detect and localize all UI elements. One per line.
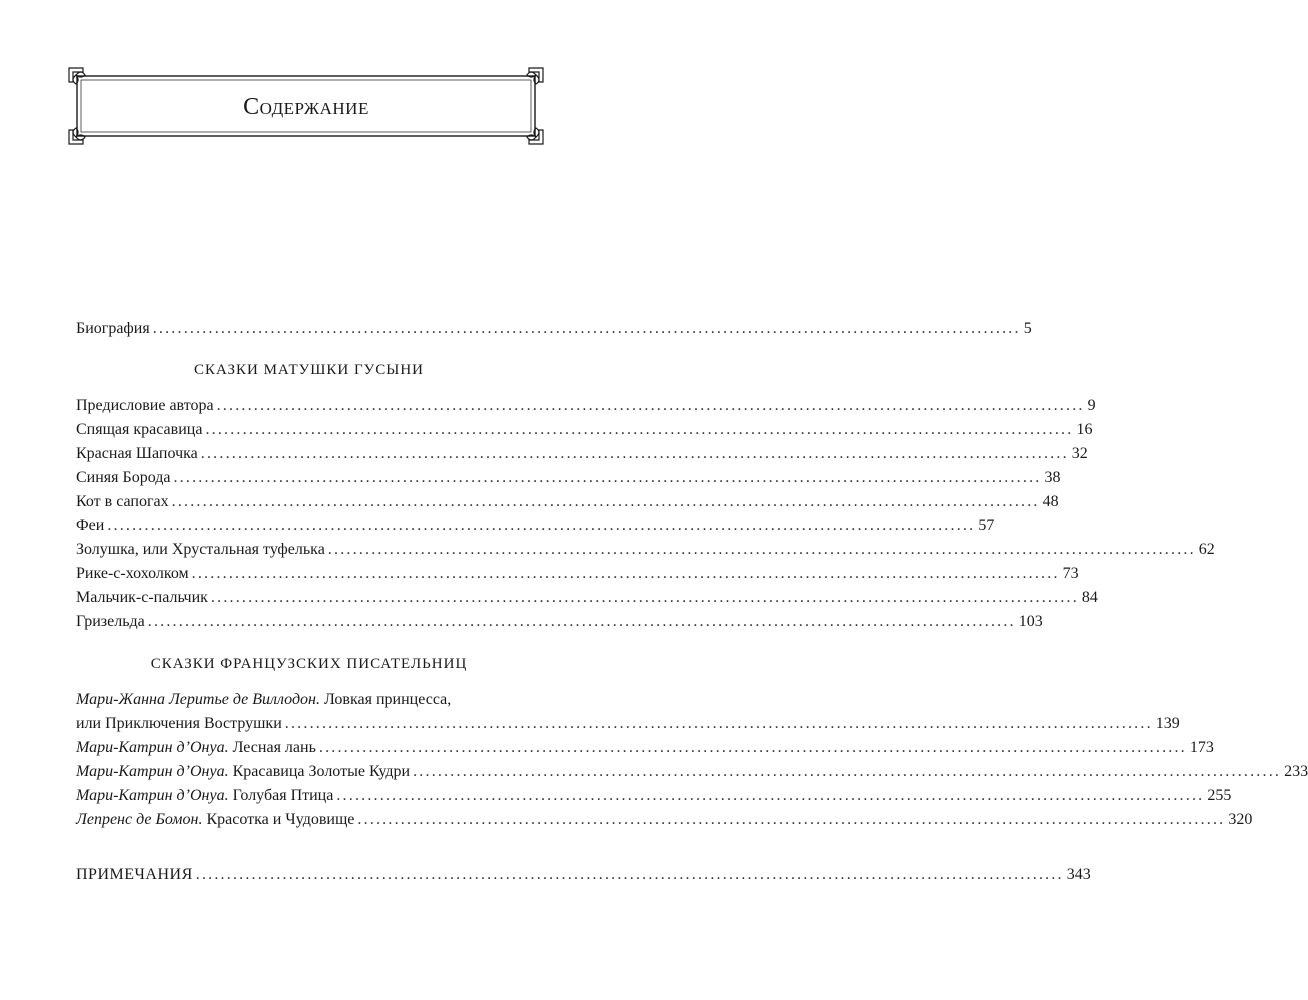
entry-page: 9 [1087,397,1096,414]
entry-title: Биография [76,320,150,337]
entry-page: 5 [1023,320,1032,337]
entry-author: Лепренс де Бомон. [76,811,203,828]
entry-title: Рике-с-хохолком [76,565,189,582]
entry-title-continued: или Приключения Вострушки [76,715,282,732]
toc-entry[interactable] [76,421,1093,441]
dot-leader: ............................................................................................................................................ [107,517,976,534]
toc-entry[interactable] [76,739,1214,759]
entry-page: 139 [1155,715,1180,732]
dot-leader: ............................................................................................................................................ [336,787,1205,804]
dot-leader: ............................................................................................................................................ [327,541,1196,558]
entry-page: 57 [978,517,995,534]
entry-page: 103 [1018,613,1043,630]
dot-leader: ............................................................................................................................................ [216,397,1085,414]
toc-entry[interactable] [76,565,1079,585]
entry-title: Мальчик-с-пальчик [76,589,208,606]
entry-author: Мари-Катрин д’Онуа. [76,787,229,804]
toc-entry[interactable] [76,763,1308,783]
entry-title: Красавица Золотые Кудри [232,763,411,780]
dot-leader: ............................................................................................................................................ [200,445,1069,462]
toc-entry[interactable] [76,715,1180,735]
entry-page: 173 [1189,739,1214,756]
entry-title: Голубая Птица [232,787,334,804]
entry-title: Спящая красавица [76,421,203,438]
toc-entry[interactable] [76,541,1215,561]
section-heading-mother-goose: СКАЗКИ МАТУШКИ ГУСЫНИ [194,362,424,378]
toc-entry[interactable] [76,787,1232,807]
toc-entry-biography[interactable] [76,320,1032,340]
entry-page: 84 [1081,589,1098,606]
dot-leader: ............................................................................................................................................ [147,613,1016,630]
entry-page: 343 [1066,866,1091,883]
entry-author: Мари-Катрин д’Онуа. [76,763,229,780]
dot-leader: ............................................................................................................................................ [413,763,1282,780]
entry-author: Мари-Катрин д’Онуа. [76,739,229,756]
entry-title: ПРИМЕЧАНИЯ [76,866,193,883]
entry-page: 32 [1071,445,1088,462]
toc-entry[interactable] [76,445,1088,465]
entry-page: 48 [1042,493,1059,510]
page-title: Содержание [243,94,369,120]
entry-title: Феи [76,517,105,534]
toc-entry[interactable] [76,397,1096,417]
entry-title: Синяя Борода [76,469,171,486]
entry-author: Мари-Жанна Леритье де Виллодон. [76,691,320,708]
toc-entry[interactable] [76,589,1098,609]
dot-leader: ............................................................................................................................................ [195,866,1064,883]
entry-page: 233 [1284,763,1308,780]
dot-leader: ............................................................................................................................................ [173,469,1042,486]
entry-title: Предисловие автора [76,397,214,414]
dot-leader: ............................................................................................................................................ [191,565,1060,582]
entry-title: Красотка и Чудовище [206,811,355,828]
entry-title: Красная Шапочка [76,445,198,462]
title-frame [67,66,545,146]
section-heading-french-writers: СКАЗКИ ФРАНЦУЗСКИХ ПИСАТЕЛЬНИЦ [150,656,468,672]
dot-leader: ............................................................................................................................................ [318,739,1187,756]
toc-entry[interactable] [76,493,1059,513]
entry-page: 320 [1228,811,1253,828]
toc-entry[interactable] [76,613,1043,633]
entry-page: 255 [1207,787,1232,804]
entry-title: Лесная лань [232,739,316,756]
entry-title: Золушка, или Хрустальная туфелька [76,541,325,558]
entry-page: 73 [1062,565,1079,582]
toc-entry-first-line[interactable] [76,691,451,709]
toc-entry[interactable] [76,469,1061,489]
dot-leader: ............................................................................................................................................ [152,320,1021,337]
toc-entry[interactable] [76,811,1253,831]
entry-page: 38 [1044,469,1061,486]
toc-entry-notes[interactable] [76,866,1091,886]
dot-leader: ............................................................................................................................................ [357,811,1226,828]
entry-title: Кот в сапогах [76,493,169,510]
dot-leader: ............................................................................................................................................ [210,589,1079,606]
dot-leader: ............................................................................................................................................ [205,421,1074,438]
dot-leader: ............................................................................................................................................ [284,715,1153,732]
entry-page: 62 [1198,541,1215,558]
entry-title: Ловкая принцесса, [323,691,452,708]
entry-page: 16 [1076,421,1093,438]
entry-title: Гризельда [76,613,145,630]
toc-entry[interactable] [76,517,995,537]
dot-leader: ............................................................................................................................................ [171,493,1040,510]
